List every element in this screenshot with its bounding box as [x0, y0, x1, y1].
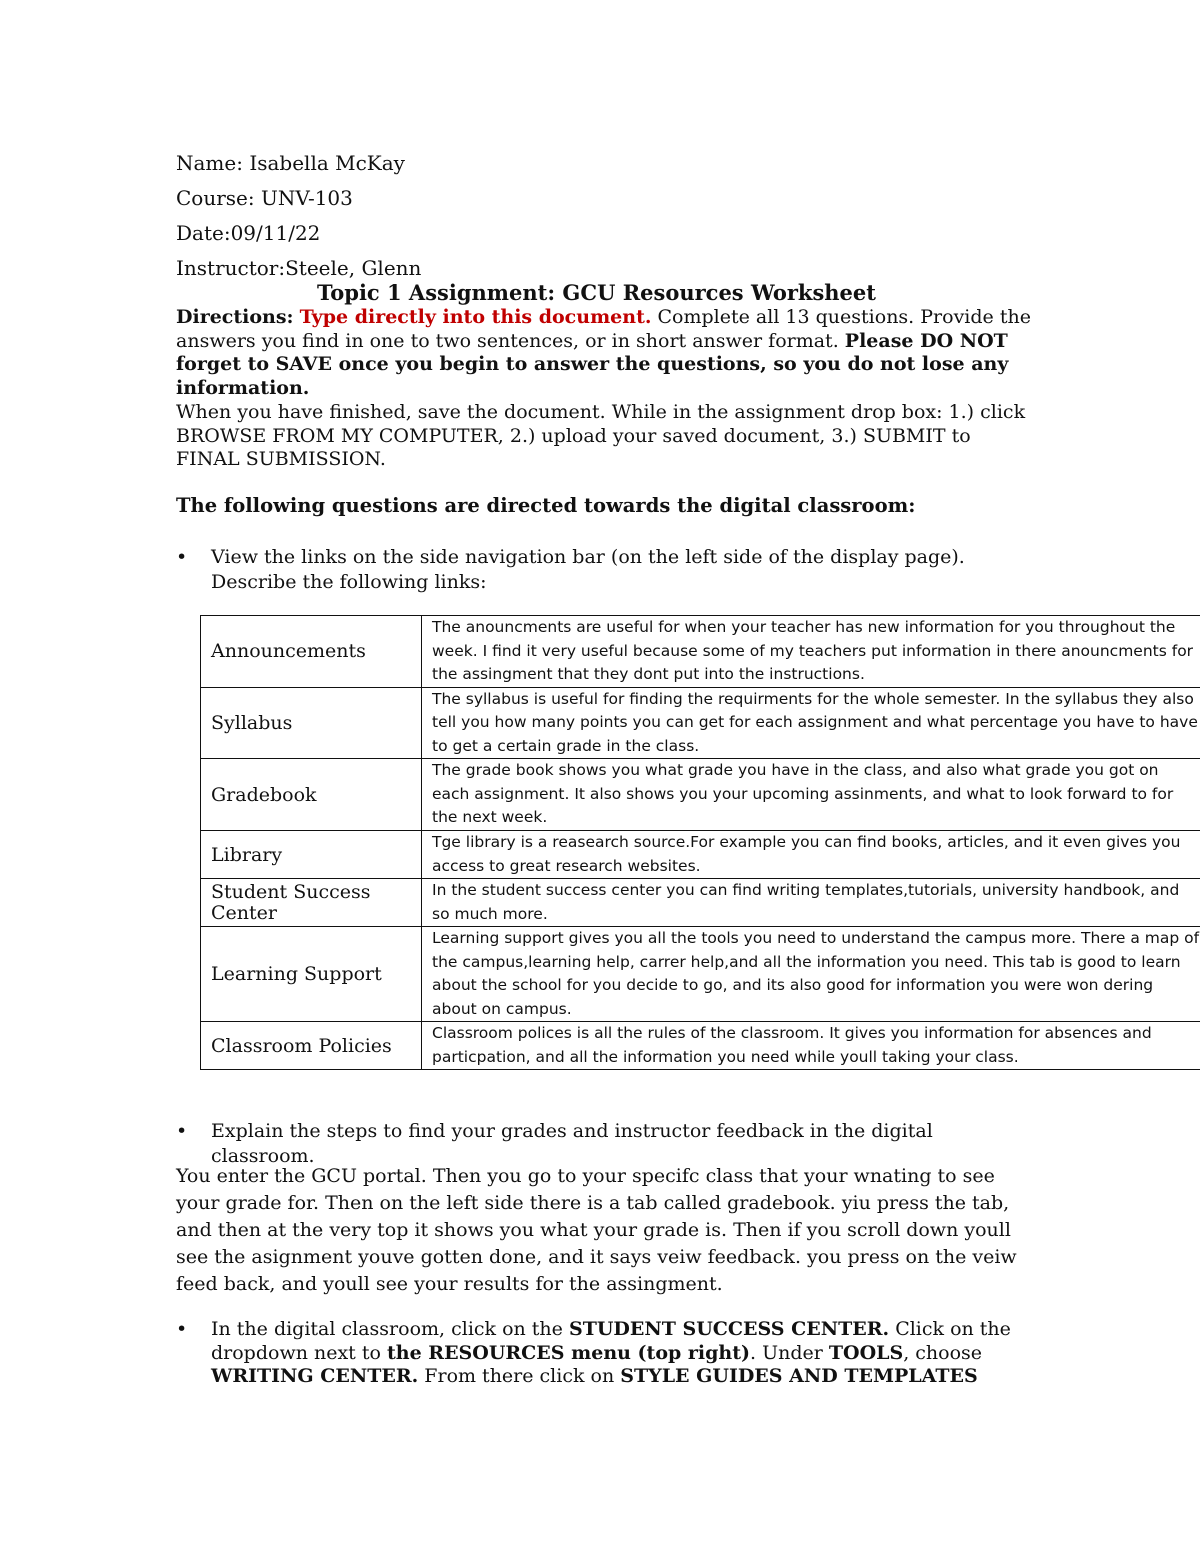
table-row [201, 1022, 1200, 1070]
link-label: Gradebook [201, 759, 422, 831]
bullet-grades-text: Explain the steps to find your grades and instructor feedback in the digital classroom. [211, 1120, 933, 1167]
table-row [201, 927, 1200, 1022]
table-row [201, 831, 1200, 879]
instruction-text: From there click on [424, 1365, 615, 1387]
link-description: The syllabus is useful for finding the requirments for the whole semester. In the syllabus they also tell you how many points you can get for each assignment and what percentage you have to have to get a certain grade in the class. [422, 687, 1200, 759]
student-name: Name: Isabella McKay [176, 151, 405, 175]
submission-instructions: When you have finished, save the document. While in the assignment drop box: 1.) click BROWSE FROM MY COMPUTER, 2.) upload your saved document, 3.) SUBMIT to FINAL SUBMISSION. [176, 401, 1026, 470]
directions-text: Complete all 13 questions. Provide the answers you find in one to two sentences, or in short answer format. [176, 306, 1031, 352]
link-description: Classroom polices is all the rules of the classroom. It gives you information for absences and particpation, and all the information you need while youll taking your class. [422, 1022, 1200, 1070]
directions [176, 306, 1036, 400]
save-warning: Please DO NOT forget to SAVE once you begin to answer the questions, so you do not lose any information. [176, 329, 1009, 399]
tools-label: TOOLS [828, 1341, 904, 1364]
student-success-center-label: STUDENT SUCCESS CENTER. [568, 1318, 890, 1340]
link-label: Announcements [201, 616, 422, 688]
link-label: Learning Support [201, 927, 422, 1022]
instructor: Instructor:Steele, Glenn [176, 256, 422, 280]
directions-red-text: Type directly into this document. [299, 306, 652, 328]
bullet-student-success-text [211, 1318, 1041, 1389]
link-label: Classroom Policies [201, 1022, 422, 1070]
section-heading: The following questions are directed towards the digital classroom: [176, 494, 916, 517]
link-label: Student Success Center [201, 879, 422, 927]
table-row [201, 616, 1200, 688]
link-label: Syllabus [201, 687, 422, 759]
link-label: Library [201, 831, 422, 879]
grades-answer: You enter the GCU portal. Then you go to your specifc class that your wnating to see your grade for. Then on the left side there is a tab called gradebook. yiu press the tab, and then at the very top it shows you what your grade is. Then if you scroll down youll see the asignment youve gotten done, and it says veiw feedback. you press on the veiw feed back, and youll see your results for the assingment. [176, 1165, 1017, 1295]
link-description: The anouncments are useful for when your teacher has new information for you throughout the week. I find it very useful because some of my teachers put information in there anouncments for the assingment that they dont put into the instructions. [422, 616, 1200, 688]
bullet-dot: • [176, 1120, 188, 1142]
link-description: Tge library is a reasearch source.For example you can find books, articles, and it even gives you access to great research websites. [422, 831, 1200, 879]
bullet-dot: • [176, 546, 188, 568]
resources-menu-label: the RESOURCES menu (top right) [386, 1341, 750, 1364]
links-table [200, 615, 1200, 1070]
worksheet-title: Topic 1 Assignment: GCU Resources Worksheet [317, 280, 876, 305]
link-description: In the student success center you can find writing templates,tutorials, university handbook, and so much more. [422, 879, 1200, 927]
writing-center-label: WRITING CENTER. [211, 1365, 419, 1387]
style-guides-label: STYLE GUIDES AND TEMPLATES [620, 1365, 978, 1387]
instruction-text: , choose [903, 1341, 983, 1364]
instruction-text: Click on the dropdown next to [211, 1318, 1011, 1364]
instruction-text: In the digital classroom, click on the [211, 1318, 563, 1340]
link-description: Learning support gives you all the tools you need to understand the campus more. There a map of the campus,learning help, carrer help,and all the information you need. This tab is good to learn about the school for you decide to go, and its also good for information you were won dering about on campus. [422, 927, 1200, 1022]
course: Course: UNV-103 [176, 186, 353, 210]
link-description: The grade book shows you what grade you have in the class, and also what grade you got on each assignment. It also shows you your upcoming assinments, and what to look forward to for the next week. [422, 759, 1200, 831]
bullet-links-text: View the links on the side navigation bar (on the left side of the display page). Describe the following links: [211, 546, 965, 593]
table-row [201, 687, 1200, 759]
directions-label: Directions: [176, 306, 294, 328]
instruction-text: . Under [750, 1341, 823, 1364]
date: Date:09/11/22 [176, 221, 321, 245]
bullet-dot: • [176, 1318, 188, 1340]
table-row [201, 759, 1200, 831]
table-row [201, 879, 1200, 927]
